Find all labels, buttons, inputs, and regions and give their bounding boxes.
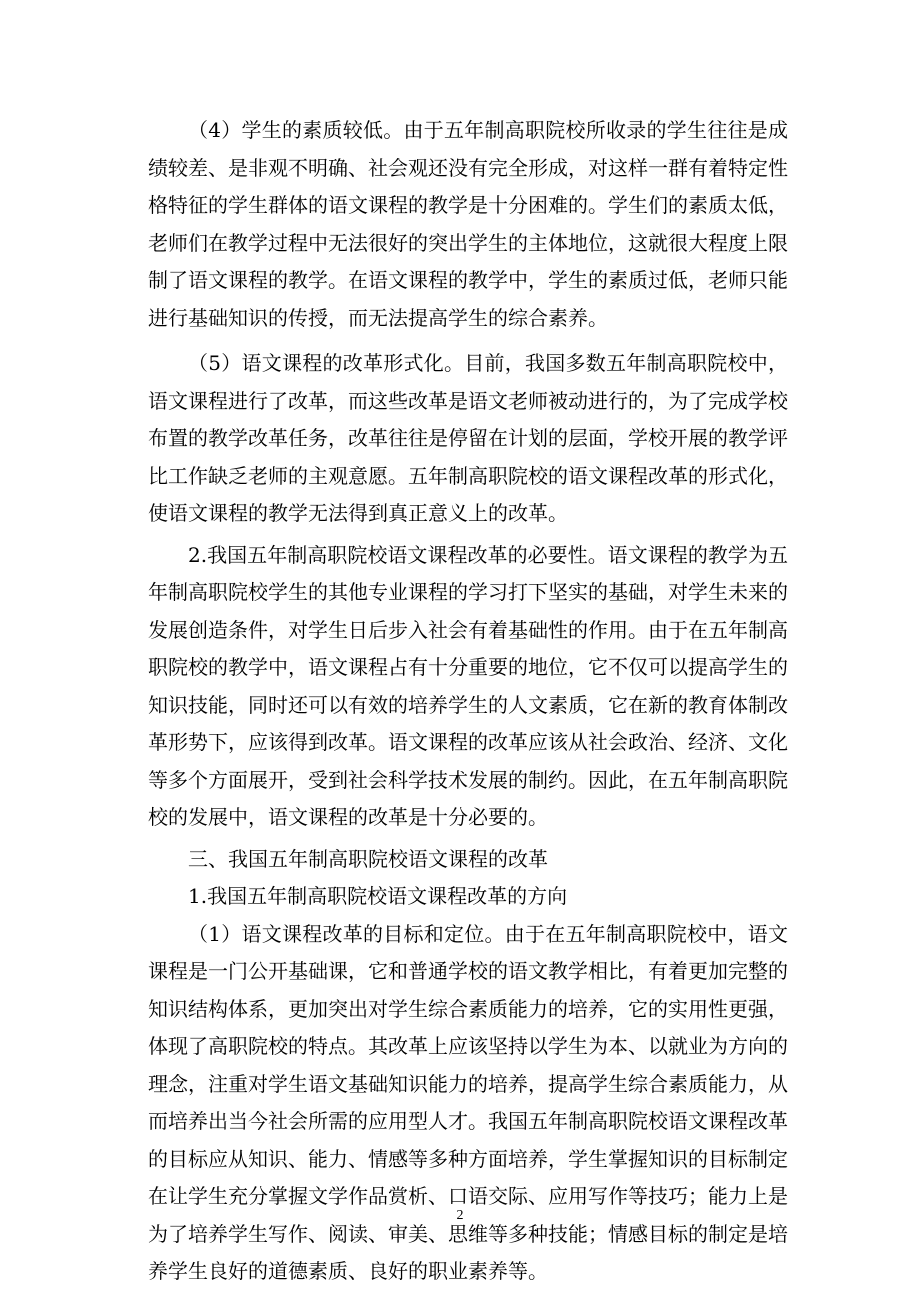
paragraph-student-quality: （4）学生的素质较低。由于五年制高职院校所收录的学生往往是成绩较差、是非观不明确、社会观还没有完全形成，对这样一群有着特定性格特征的学生群体的语文课程的教学是十分困难的。学生们的素质太低，老师们在教学过程中无法很好的突出学生的主体地位，这就很大程度上限制了语文课程的教学。在语文课程的教学中，学生的素质过低，老师只能进行基础知识的传授，而无法提高学生的综合素养。 bbox=[148, 118, 788, 330]
paragraph-reform-formalization: （5）语文课程的改革形式化。目前，我国多数五年制高职院校中，语文课程进行了改革，而这些改革是语文老师被动进行的，为了完成学校布置的教学改革任务，改革往往是停留在计划的层面，学校开展的教学评比工作缺乏老师的主观意愿。五年制高职院校的语文课程改革的形式化，使语文课程的教学无法得到真正意义上的改革。 bbox=[148, 351, 788, 525]
subsection-heading: 1.我国五年制高职院校语文课程改革的方向 bbox=[188, 884, 568, 908]
paragraph-reform-necessity: 2.我国五年制高职院校语文课程改革的必要性。语文课程的教学为五年制高职院校学生的其他专业课程的学习打下坚实的基础，对学生未来的发展创造条件，对学生日后步入社会有着基础性的作用。由于在五年制高职院校的教学中，语文课程占有十分重要的地位，它不仅可以提高学生的知识技能，同时还可以有效的培养学生的人文素质，它在新的教育体制改革形势下，应该得到改革。语文课程的改革应该从社会政治、经济、文化等多个方面展开，受到社会科学技术发展的制约。因此，在五年制高职院校的发展中，语文课程的改革是十分必要的。 bbox=[148, 542, 788, 829]
body-text bbox=[148, 112, 788, 1291]
paragraph-reform-goals: （1）语文课程改革的目标和定位。由于在五年制高职院校中，语文课程是一门公开基础课，它和普通学校的语文教学相比，有着更加完整的知识结构体系，更加突出对学生综合素质能力的培养，它的实用性更强，体现了高职院校的特点。其改革上应该坚持以学生为本、以就业为方向的理念，注重对学生语文基础知识能力的培养，提高学生综合素质能力，从而培养出当今社会所需的应用型人才。我国五年制高职院校语文课程改革的目标应从知识、能力、情感等多种方面培养，学生掌握知识的目标制定在让学生充分掌握文学作品赏析、口语交际、应用写作等技巧；能力上是为了培养学生写作、阅读、审美、思维等多种技能；情感目标的制定是培养学生良好的道德素质、良好的职业素养等。 bbox=[148, 921, 788, 1283]
section-heading: 三、我国五年制高职院校语文课程的改革 bbox=[188, 846, 548, 871]
page-number: 2 bbox=[456, 1208, 464, 1223]
